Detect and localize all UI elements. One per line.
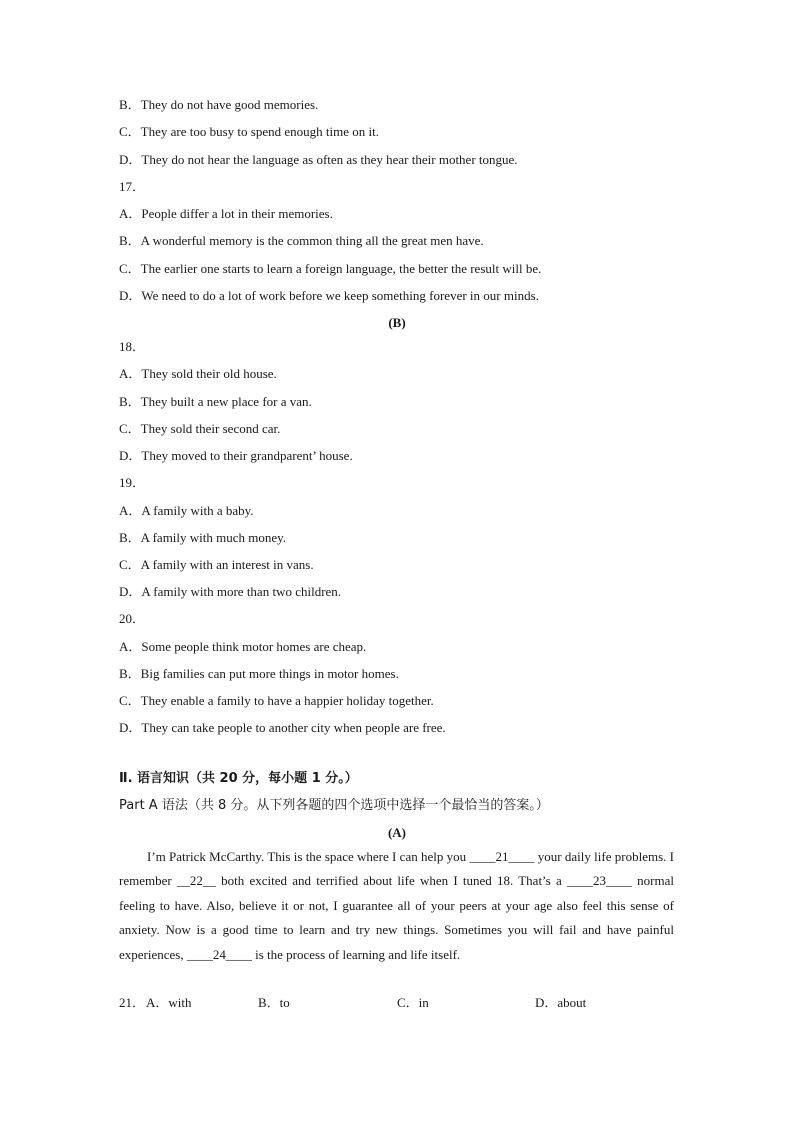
cloze-passage: I’m Patrick McCarthy. This is the space where I can help you ____21____ your daily life problems. I remember __22__ both excited and terrified about life when I tuned 18. That’s a ____23____ normal feeling to have. Also, believe it or not, I guarantee all of your peers at your age also feel this sense of anxiety. Now is a good time to learn and try new things. Sometimes you will fail and have painful experiences, ____24____ is the process of learning and life itself. (119, 849, 674, 962)
q21-option-b: B．to (258, 995, 290, 1010)
q18-number: 18． (119, 339, 146, 354)
q21-option-c: C．in (397, 995, 429, 1010)
q17-option-c: C．The earlier one starts to learn a foreign language, the better the result will be. (119, 261, 542, 276)
partA-heading: Part A 语法（共 8 分。从下列各题的四个选项中选择一个最恰当的答案。） (119, 798, 549, 813)
part2-heading: Ⅱ. 语言知识（共 20 分，每小题 1 分。） (119, 771, 358, 786)
q20-option-a: A．Some people think motor homes are cheap. (119, 639, 367, 654)
q19-number: 19． (119, 475, 146, 490)
q16-option-d: D．They do not hear the language as often as they hear their mother tongue. (119, 152, 518, 167)
q17-option-b: B．A wonderful memory is the common thing all the great men have. (119, 233, 484, 248)
q20-option-b: B．Big families can put more things in motor homes. (119, 666, 399, 681)
q17-option-a: A．People differ a lot in their memories. (119, 206, 333, 221)
q20-number: 20． (119, 611, 146, 626)
q19-option-b: B．A family with much money. (119, 530, 287, 545)
section-b-title: (B) (388, 315, 406, 330)
q21-option-d: D．about (535, 995, 587, 1010)
q20-option-d: D．They can take people to another city when people are free. (119, 720, 446, 735)
q19-option-c: C．A family with an interest in vans. (119, 557, 314, 572)
q17-option-d: D．We need to do a lot of work before we keep something forever in our minds. (119, 288, 539, 303)
q20-option-c: C．They enable a family to have a happier holiday together. (119, 693, 434, 708)
q18-option-c: C．They sold their second car. (119, 421, 281, 436)
q21-number: 21． (119, 995, 146, 1010)
q21-option-a: A．with (146, 995, 192, 1010)
q17-number: 17． (119, 179, 146, 194)
q18-option-b: B．They built a new place for a van. (119, 394, 312, 409)
section-a-title: (A) (387, 825, 407, 840)
q16-option-b: B．They do not have good memories. (119, 97, 319, 112)
q18-option-a: A．They sold their old house. (119, 366, 277, 381)
q19-option-a: A．A family with a baby. (119, 503, 254, 518)
q16-option-c: C．They are too busy to spend enough time on it. (119, 124, 379, 139)
q18-option-d: D．They moved to their grandparent’ house. (119, 448, 353, 463)
q19-option-d: D．A family with more than two children. (119, 584, 342, 599)
